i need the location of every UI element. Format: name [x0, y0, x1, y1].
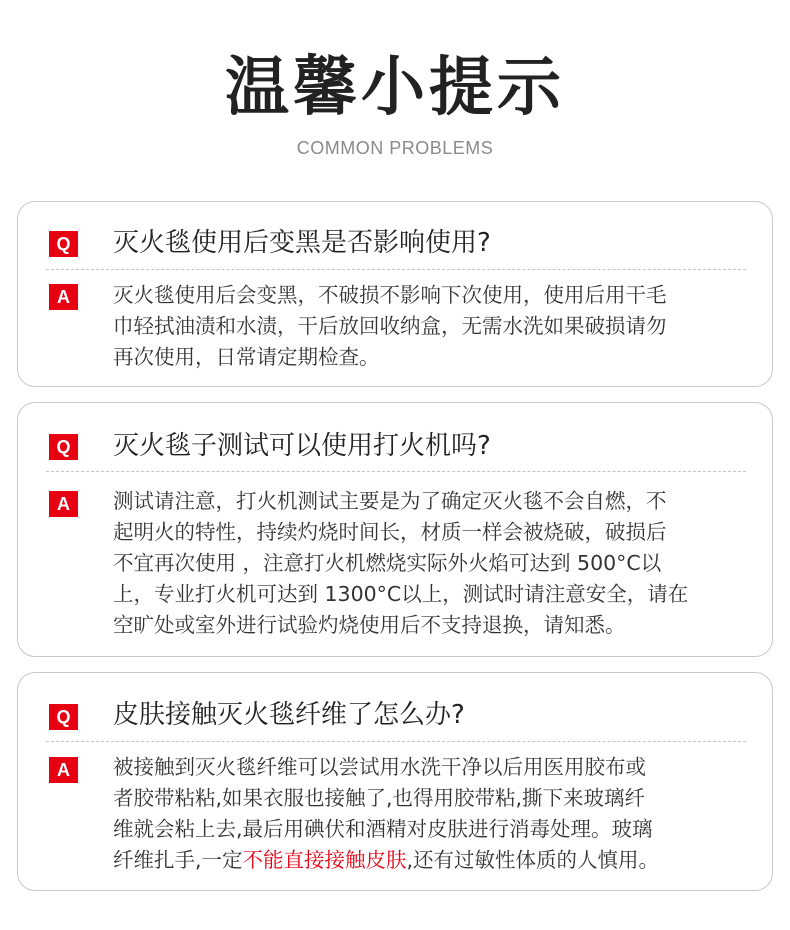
answer-line: 巾轻拭油渍和水渍，干后放回收纳盒，无需水洗如果破损请勿: [113, 314, 667, 338]
faq-card: [17, 201, 773, 387]
answer-line: 上，专业打火机可达到 1300°C以上，测试时请注意安全，请在: [113, 582, 689, 606]
faq-answer: [113, 752, 758, 876]
answer-line: 灭火毯使用后会变黑，不破损不影响下次使用，使用后用干毛: [113, 283, 667, 307]
warning-highlight: 不能直接接触皮肤: [242, 848, 407, 872]
faq-question: 灭火毯子测试可以使用打火机吗?: [113, 431, 491, 461]
faq-question: 皮肤接触灭火毯纤维了怎么办?: [113, 700, 465, 730]
answer-line: [113, 845, 758, 876]
answer-line: 不宜再次使用 ，注意打火机燃烧实际外火焰可达到 500°C以: [113, 551, 662, 575]
page-subtitle: COMMON PROBLEMS: [296, 138, 494, 158]
answer-badge: A: [49, 757, 78, 783]
dashed-divider: [46, 741, 746, 742]
answer-line: 维就会粘上去,最后用碘伏和酒精对皮肤进行消毒处理。玻璃: [113, 817, 653, 841]
faq-card: [17, 672, 773, 891]
page-title: 温馨小提示: [225, 51, 565, 125]
question-badge: Q: [49, 704, 78, 730]
answer-badge: A: [49, 284, 78, 310]
dashed-divider: [46, 471, 746, 472]
answer-line: 者胶带粘粘,如果衣服也接触了,也得用胶带粘,撕下来玻璃纤: [113, 786, 646, 810]
dashed-divider: [46, 269, 746, 270]
answer-badge: A: [49, 491, 78, 517]
answer-line: 空旷处或室外进行试验灼烧使用后不支持退换，请知悉。: [113, 613, 626, 637]
question-badge: Q: [49, 434, 78, 460]
faq-answer: [113, 280, 758, 373]
answer-line: 再次使用，日常请定期检查。: [113, 345, 380, 369]
faq-card: [17, 402, 773, 657]
answer-line: 起明火的特性，持续灼烧时间长，材质一样会被烧破，破损后: [113, 520, 667, 544]
answer-line: 测试请注意，打火机测试主要是为了确定灭火毯不会自燃，不: [113, 489, 667, 513]
faq-question: 灭火毯使用后变黑是否影响使用?: [113, 228, 491, 258]
header: [0, 0, 790, 170]
question-badge: Q: [49, 231, 78, 257]
answer-text: 纤维扎手,一定: [113, 848, 243, 872]
answer-line: 被接触到灭火毯纤维可以尝试用水洗干净以后用医用胶布或: [113, 755, 646, 779]
faq-answer: [113, 486, 758, 641]
answer-text: ,还有过敏性体质的人慎用。: [406, 848, 660, 872]
